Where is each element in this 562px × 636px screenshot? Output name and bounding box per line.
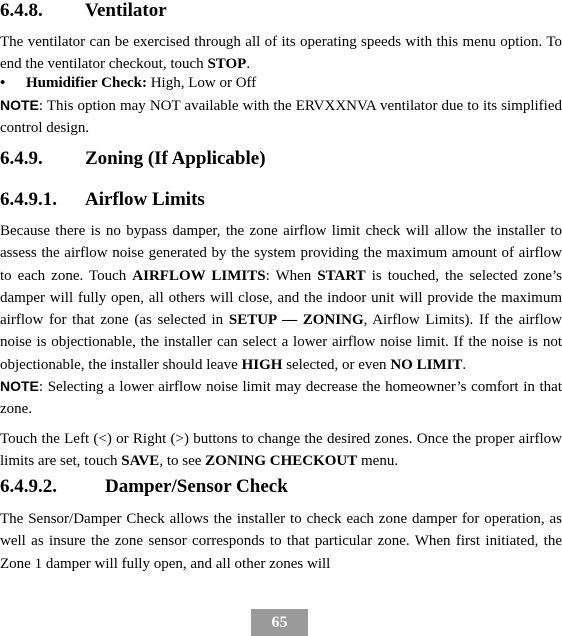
section-title: Ventilator [85, 0, 167, 21]
bullet-icon: • [0, 75, 6, 91]
text: , Airflow Limits). If the airflow noise is objectionable, the installer can select a lower airflow noise limit. If the noise is not objectionable, the installer should leave [0, 312, 562, 373]
note-label: NOTE [0, 97, 39, 113]
no-limit-keyword: NO LIMIT [390, 356, 463, 373]
section-number: 6.4.8. [0, 0, 43, 21]
section-heading-6-4-8 [0, 0, 167, 22]
paragraph-airflow-limits [0, 220, 562, 376]
paragraph-damper-sensor [0, 508, 562, 575]
note-zone-comfort [0, 375, 562, 421]
section-heading-6-4-9 [0, 148, 266, 170]
text: Because there is no bypass damper, the zone airflow limit check will allow the installer to assess the airflow noise generated by the system providing the maximum amount of airflow to each zone. Touch [0, 223, 562, 284]
text: Touch the Left (<) or Right (>) buttons to change the desired zones. Once the proper airflow limits are set, touch [0, 431, 562, 470]
text: . [246, 56, 251, 73]
text: is touched, the selected zone’s damper will fully open, all others will close, and the indoor unit will provide the maximum airflow for that zone (as selected in [0, 267, 562, 329]
bullet-humidifier-check [0, 72, 256, 94]
section-title: Zoning (If Applicable) [85, 148, 266, 169]
section-title: Airflow Limits [85, 189, 205, 210]
paragraph-zone-buttons [0, 428, 562, 473]
airflow-limits-keyword: AIRFLOW LIMITS [132, 267, 266, 284]
note-text: : Selecting a lower airflow noise limit may decrease the homeowner’s comfort in that zone. [0, 379, 562, 418]
bullet-text: High, Low or Off [146, 75, 257, 91]
note-ventilator [0, 94, 562, 140]
bullet-label: Humidifier Check: [26, 75, 147, 91]
note-label: NOTE [0, 378, 39, 394]
save-keyword: SAVE [121, 453, 160, 470]
text: menu. [357, 453, 399, 470]
stop-keyword: STOP [207, 56, 247, 73]
zoning-checkout-keyword: ZONING CHECKOUT [205, 453, 358, 470]
section-heading-6-4-9-1 [0, 189, 205, 211]
text: . [462, 356, 467, 373]
setup-zoning-keyword: SETUP — ZONING [228, 312, 364, 329]
section-number: 6.4.9.2. [0, 476, 57, 497]
paragraph-ventilator [0, 31, 562, 76]
note-text: : This option may NOT available with the ERVXXNVA ventilator due to its simplified control design. [0, 98, 562, 137]
start-keyword: START [317, 267, 366, 284]
text: The ventilator can be exercised through all of its operating speeds with this menu option. To end the ventilator checkout, touch [0, 34, 562, 73]
page-number-badge: 65 [251, 609, 308, 636]
section-number: 6.4.9. [0, 148, 43, 169]
high-keyword: HIGH [241, 356, 283, 373]
section-title: Damper/Sensor Check [105, 476, 288, 497]
text: The Sensor/Damper Check allows the installer to check each zone damper for operation, as well as insure the zone sensor corresponds to that particular zone. When first initiated, the Zone 1 damper will fully open, and all other zones will [0, 511, 562, 572]
section-heading-6-4-9-2 [0, 476, 288, 498]
text: : When [265, 267, 318, 284]
text: selected, or even [282, 356, 391, 373]
section-number: 6.4.9.1. [0, 189, 57, 210]
text: , to see [159, 453, 206, 470]
